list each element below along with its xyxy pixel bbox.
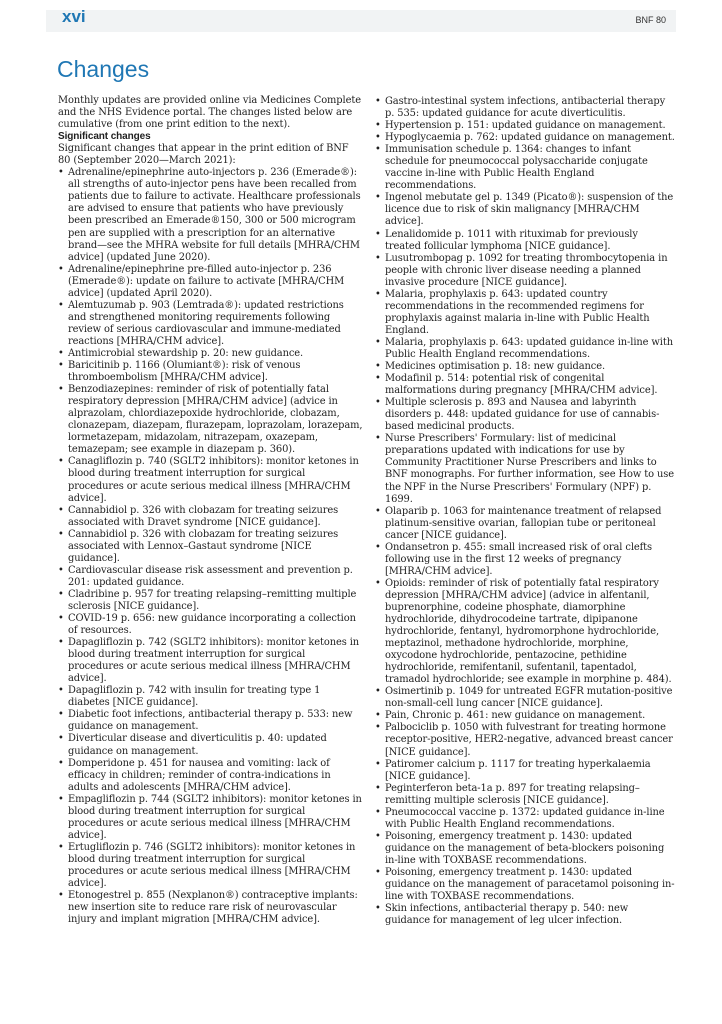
header-band [46,10,676,32]
section-heading: Significant changes [58,131,151,143]
change-item: • Diverticular disease and diverticulitis p. 40: updated guidance on management. [58,733,363,757]
change-item: • Hypoglycaemia p. 762: updated guidance on management. [375,132,675,144]
right-column [375,96,675,927]
change-item: • Alemtuzumab p. 903 (Lemtrada®): updated restrictions and strengthened monitoring requirements following review of serious cardiovascular and immune-mediated reactions [MHRA/CHM advice]. [58,300,363,348]
change-item: • Domperidone p. 451 for nausea and vomiting: lack of efficacy in children; reminder of contra-indications in adults and adolescents [MHRA/CHM advice]. [58,758,363,794]
change-item: • Lenalidomide p. 1011 with rituximab for previously treated follicular lymphoma [NICE guidance]. [375,229,675,253]
change-item: • Benzodiazepines: reminder of risk of potentially fatal respiratory depression [MHRA/CHM advice] (advice in alprazolam, chlordiazepoxide hydrochloride, clobazam, clonazepam, diazepam, flurazepam, loprazolam, lorazepam, lormetazepam, midazolam, nitrazepam, oxazepam, temazepam; see example in diazepam p. 360). [58,384,363,456]
change-item: • Poisoning, emergency treatment p. 1430: updated guidance on the management of paracetamol poisoning in-line with TOXBASE recommendations. [375,867,675,903]
change-item: • Osimertinib p. 1049 for untreated EGFR mutation-positive non-small-cell lung cancer [NICE guidance]. [375,686,675,710]
change-item: • Olaparib p. 1063 for maintenance treatment of relapsed platinum-sensitive ovarian, fallopian tube or peritoneal cancer [NICE guidance]. [375,506,675,542]
change-item: • COVID-19 p. 656: new guidance incorporating a collection of resources. [58,613,363,637]
change-item: • Pneumococcal vaccine p. 1372: updated guidance in-line with Public Health England recommendations. [375,807,675,831]
change-item: • Antimicrobial stewardship p. 20: new guidance. [58,348,363,360]
change-item: • Dapagliflozin p. 742 with insulin for treating type 1 diabetes [NICE guidance]. [58,685,363,709]
change-item: • Adrenaline/epinephrine pre-filled auto-injector p. 236 (Emerade®): update on failure to activate [MHRA/CHM advice] (updated April 2020). [58,264,363,300]
change-item: • Diabetic foot infections, antibacterial therapy p. 533: new guidance on management. [58,709,363,733]
change-item: • Cannabidiol p. 326 with clobazam for treating seizures associated with Dravet syndrome [NICE guidance]. [58,505,363,529]
change-item: • Peginterferon beta-1a p. 897 for treating relapsing–remitting multiple sclerosis [NICE guidance]. [375,783,675,807]
running-header: BNF 80 [635,15,666,25]
change-item: • Baricitinib p. 1166 (Olumiant®): risk of venous thromboembolism [MHRA/CHM advice]. [58,360,363,384]
change-item: • Modafinil p. 514: potential risk of congenital malformations during pregnancy [MHRA/CHM advice]. [375,373,675,397]
change-item: • Skin infections, antibacterial therapy p. 540: new guidance for management of leg ulcer infection. [375,903,675,927]
change-item: • Canagliflozin p. 740 (SGLT2 inhibitors): monitor ketones in blood during treatment interruption for surgical procedures or acute serious medical illness [MHRA/CHM advice]. [58,456,363,504]
change-item: • Ondansetron p. 455: small increased risk of oral clefts following use in the first 12 weeks of pregnancy [MHRA/CHM advice]. [375,542,675,578]
change-item: • Nurse Prescribers' Formulary: list of medicinal preparations updated with indications for use by Community Practitioner Nurse Prescribers and links to BNF monographs. For further information, see How to use the NPF in the Nurse Prescribers' Formulary (NPF) p. 1699. [375,433,675,505]
change-item: • Palbociclib p. 1050 with fulvestrant for treating hormone receptor-positive, HER2-negative, advanced breast cancer [NICE guidance]. [375,722,675,758]
change-item: • Malaria, prophylaxis p. 643: updated country recommendations in the recommended regimens for prophylaxis against malaria in-line with Public Health England. [375,289,675,337]
page-number: xvi [62,7,86,26]
change-item: • Adrenaline/epinephrine auto-injectors p. 236 (Emerade®): all strengths of auto-injector pens have been recalled from patients due to failure to activate. Healthcare professionals are advised to ensure that patients who have previously been prescribed an Emerade®150, 300 or 500 microgram pen are supplied with a prescription for an alternative brand—see the MHRA website for full details [MHRA/CHM advice] (updated June 2020). [58,167,363,263]
change-item: • Cladribine p. 957 for treating relapsing–remitting multiple sclerosis [NICE guidance]. [58,589,363,613]
change-item: • Lusutrombopag p. 1092 for treating thrombocytopenia in people with chronic liver disease needing a planned invasive procedure [NICE guidance]. [375,253,675,289]
page-title: Changes [57,56,150,82]
change-item: • Cardiovascular disease risk assessment and prevention p. 201: updated guidance. [58,565,363,589]
section-intro: Significant changes that appear in the print edition of BNF 80 (September 2020—March 2021): [58,143,349,167]
change-item: • Immunisation schedule p. 1364: changes to infant schedule for pneumococcal polysaccharide conjugate vaccine in-line with Public Health England recommendations. [375,144,675,192]
change-item: • Poisoning, emergency treatment p. 1430: updated guidance on the management of beta-blockers poisoning in-line with TOXBASE recommendations. [375,831,675,867]
change-item: • Empagliflozin p. 744 (SGLT2 inhibitors): monitor ketones in blood during treatment interruption for surgical procedures or acute serious medical illness [MHRA/CHM advice]. [58,794,363,842]
intro-paragraph: Monthly updates are provided online via Medicines Complete and the NHS Evidence portal. The changes listed below are cumulative (from one print edition to the next). [58,95,361,131]
left-column [58,95,363,926]
change-item: • Opioids: reminder of risk of potentially fatal respiratory depression [MHRA/CHM advice] (advice in alfentanil, buprenorphine, codeine phosphate, diamorphine hydrochloride, dihydrocodeine tartrate, dipipanone hydrochloride, fentanyl, hydromorphone hydrochloride, meptazinol, methadone hydrochloride, morphine, oxycodone hydrochloride, pentazocine, pethidine hydrochloride, remifentanil, sufentanil, tapentadol, tramadol hydrochloride; see example in morphine p. 484). [375,578,675,686]
change-item: • Malaria, prophylaxis p. 643: updated guidance in-line with Public Health England recommendations. [375,337,675,361]
change-item: • Hypertension p. 151: updated guidance on management. [375,120,675,132]
change-item: • Patiromer calcium p. 1117 for treating hyperkalaemia [NICE guidance]. [375,759,675,783]
change-item: • Dapagliflozin p. 742 (SGLT2 inhibitors): monitor ketones in blood during treatment interruption for surgical procedures or acute serious medical illness [MHRA/CHM advice]. [58,637,363,685]
change-item: • Pain, Chronic p. 461: new guidance on management. [375,710,675,722]
changes-list-right [375,96,675,927]
change-item: • Ingenol mebutate gel p. 1349 (Picato®): suspension of the licence due to risk of skin malignancy [MHRA/CHM advice]. [375,192,675,228]
change-item: • Medicines optimisation p. 18: new guidance. [375,361,675,373]
change-item: • Multiple sclerosis p. 893 and Nausea and labyrinth disorders p. 448: updated guidance for use of cannabis-based medicinal products. [375,397,675,433]
change-item: • Etonogestrel p. 855 (Nexplanon®) contraceptive implants: new insertion site to reduce rare risk of neurovascular injury and implant migration [MHRA/CHM advice]. [58,890,363,926]
change-item: • Cannabidiol p. 326 with clobazam for treating seizures associated with Lennox–Gastaut syndrome [NICE guidance]. [58,529,363,565]
changes-list-left [58,167,363,926]
change-item: • Gastro-intestinal system infections, antibacterial therapy p. 535: updated guidance for acute diverticulitis. [375,96,675,120]
change-item: • Ertugliflozin p. 746 (SGLT2 inhibitors): monitor ketones in blood during treatment interruption for surgical procedures or acute serious medical illness [MHRA/CHM advice]. [58,842,363,890]
